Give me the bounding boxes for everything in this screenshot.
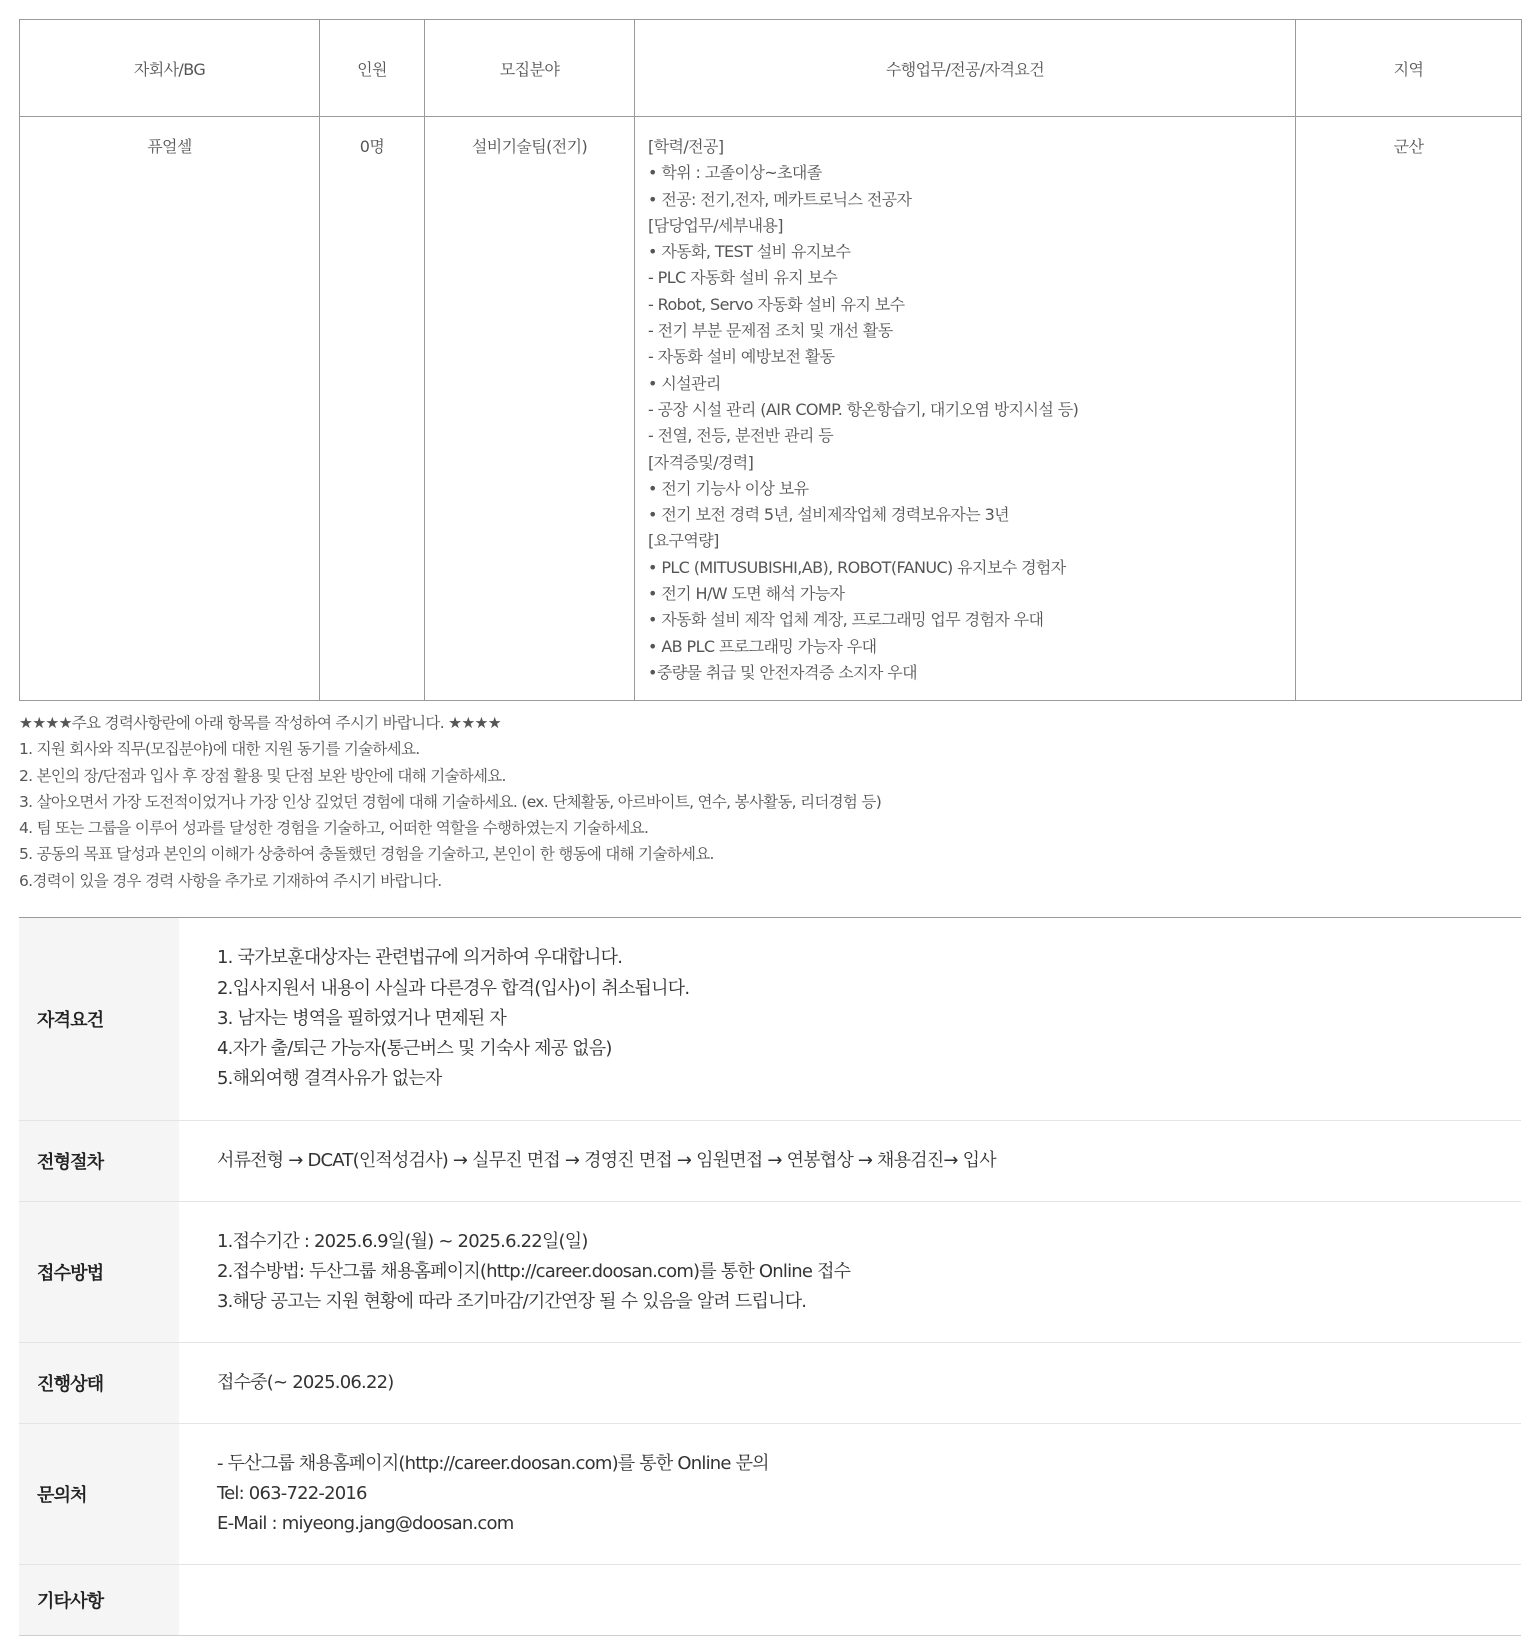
duty-line: • 자동화, TEST 설비 유지보수 [648,242,851,262]
process-line: 서류전형 → DCAT(인적성검사) → 실무진 면접 → 경영진 면접 → 임원면접 → 연봉협상 → 채용검진→ 입사 [217,1149,996,1171]
apply-value [179,1202,1521,1342]
duty-line: - 공장 시설 관리 (AIR COMP. 항온항습기, 대기오염 방지시설 등) [648,399,1079,419]
info-row-etc [19,1565,1521,1636]
duty-line: - Robot, Servo 자동화 설비 유지 보수 [648,294,905,314]
duty-line: - 전기 부분 문제점 조치 및 개선 활동 [648,321,893,341]
qualification-line: 4.자가 출/퇴근 가능자(통근버스 및 기숙사 제공 없음) [217,1038,612,1060]
note-line: 2. 본인의 장/단점과 입사 후 장점 활용 및 단점 보완 방안에 대해 기술하세요. [19,766,506,785]
duty-line: • 자동화 설비 제작 업체 계장, 프로그래밍 업무 경험자 우대 [648,610,1044,630]
duty-line: • PLC (MITUSUBISHI,AB), ROBOT(FANUC) 유지보수 경험자 [648,557,1066,577]
contact-label: 문의처 [19,1424,179,1564]
header-field: 모집분야 [425,20,635,117]
duty-line: - 자동화 설비 예방보전 활동 [648,347,835,367]
duty-line: - PLC 자동화 설비 유지 보수 [648,268,838,288]
duty-line: [자격증및/경력] [648,452,754,472]
note-line: 1. 지원 회사와 직무(모집분야)에 대한 지원 동기를 기술하세요. [19,740,420,759]
duty-line: • AB PLC 프로그래밍 가능자 우대 [648,636,877,656]
etc-value [179,1565,1521,1635]
contact-value [179,1424,1521,1564]
info-row-contact [19,1424,1521,1565]
job-table [19,19,1522,701]
duty-line: [요구역량] [648,531,719,551]
info-row-qualification [19,918,1521,1121]
process-label: 전형절차 [19,1121,179,1201]
duty-line: • 전기 H/W 도면 해석 가능자 [648,584,845,604]
duty-line: • 전공: 전기,전자, 메카트로닉스 전공자 [648,189,912,209]
duty-line: • 전기 기능사 이상 보유 [648,478,809,498]
cell-region: 군산 [1296,117,1522,701]
duty-line: [학력/전공] [648,137,724,156]
qualification-label: 자격요건 [19,918,179,1120]
header-company: 자회사/BG [20,20,320,117]
apply-label: 접수방법 [19,1202,179,1342]
duty-line: - 전열, 전등, 분전반 관리 등 [648,426,834,446]
duty-line: [담당업무/세부내용] [648,215,783,235]
cell-field: 설비기술팀(전기) [425,117,635,701]
qualification-line: 5.해외여행 결격사유가 없는자 [217,1068,442,1090]
duty-line: • 학위 : 고졸이상~초대졸 [648,163,822,183]
contact-line: - 두산그룹 채용홈페이지(http://career.doosan.com)를 통한 Online 문의 [217,1452,769,1474]
cell-company: 퓨얼셀 [20,117,320,701]
info-row-apply [19,1202,1521,1343]
process-value [179,1121,1521,1201]
career-notes [19,710,1519,894]
qualification-line: 1. 국가보훈대상자는 관련법규에 의거하여 우대합니다. [217,947,623,969]
qualification-value [179,918,1521,1120]
apply-line: 1.접수기간 : 2025.6.9일(월) ~ 2025.6.22일(일) [217,1230,588,1252]
status-value [179,1343,1521,1423]
qualification-line: 2.입사지원서 내용이 사실과 다른경우 합격(입사)이 취소됩니다. [217,977,690,999]
note-line: ★★★★주요 경력사항란에 아래 항목를 작성하여 주시기 바랍니다. ★★★★ [19,714,501,732]
recruit-info-table [19,917,1521,1636]
contact-line: E-Mail : miyeong.jang@doosan.com [217,1513,514,1535]
contact-line: Tel: 063-722-2016 [217,1482,367,1504]
duty-line: •중량물 취급 및 안전자격증 소지자 우대 [648,662,917,682]
duty-line: • 시설관리 [648,373,721,393]
table-row [20,117,1522,701]
header-region: 지역 [1296,20,1522,117]
duty-line: • 전기 보전 경력 5년, 설비제작업체 경력보유자는 3년 [648,505,1010,525]
cell-headcount: 0명 [320,117,425,701]
job-table-header-row [20,20,1522,117]
header-duty: 수행업무/전공/자격요건 [635,20,1296,117]
info-row-status [19,1343,1521,1424]
etc-label: 기타사항 [19,1565,179,1635]
info-row-process [19,1121,1521,1202]
status-line: 접수중(~ 2025.06.22) [217,1371,394,1393]
note-line: 4. 팀 또는 그룹을 이루어 성과를 달성한 경험을 기술하고, 어떠한 역할을 수행하였는지 기술하세요. [19,819,649,838]
note-line: 5. 공동의 목표 달성과 본인의 이해가 상충하여 충돌했던 경험을 기술하고, 본인이 한 행동에 대해 기술하세요. [19,845,714,864]
note-line: 6.경력이 있을 경우 경력 사항을 추가로 기재하여 주시기 바랍니다. [19,871,442,890]
apply-line: 2.접수방법: 두산그룹 채용홈페이지(http://career.doosan.com)를 통한 Online 접수 [217,1260,851,1282]
cell-duty [635,117,1296,701]
note-line: 3. 살아오면서 가장 도전적이었거나 가장 인상 깊었던 경험에 대해 기술하세요. (ex. 단체활동, 아르바이트, 연수, 봉사활동, 리더경험 등) [19,792,882,811]
qualification-line: 3. 남자는 병역을 필하였거나 면제된 자 [217,1007,507,1029]
apply-line: 3.해당 공고는 지원 현황에 따라 조기마감/기간연장 될 수 있음을 알려 드립니다. [217,1291,807,1313]
status-label: 진행상태 [19,1343,179,1423]
header-headcount: 인원 [320,20,425,117]
